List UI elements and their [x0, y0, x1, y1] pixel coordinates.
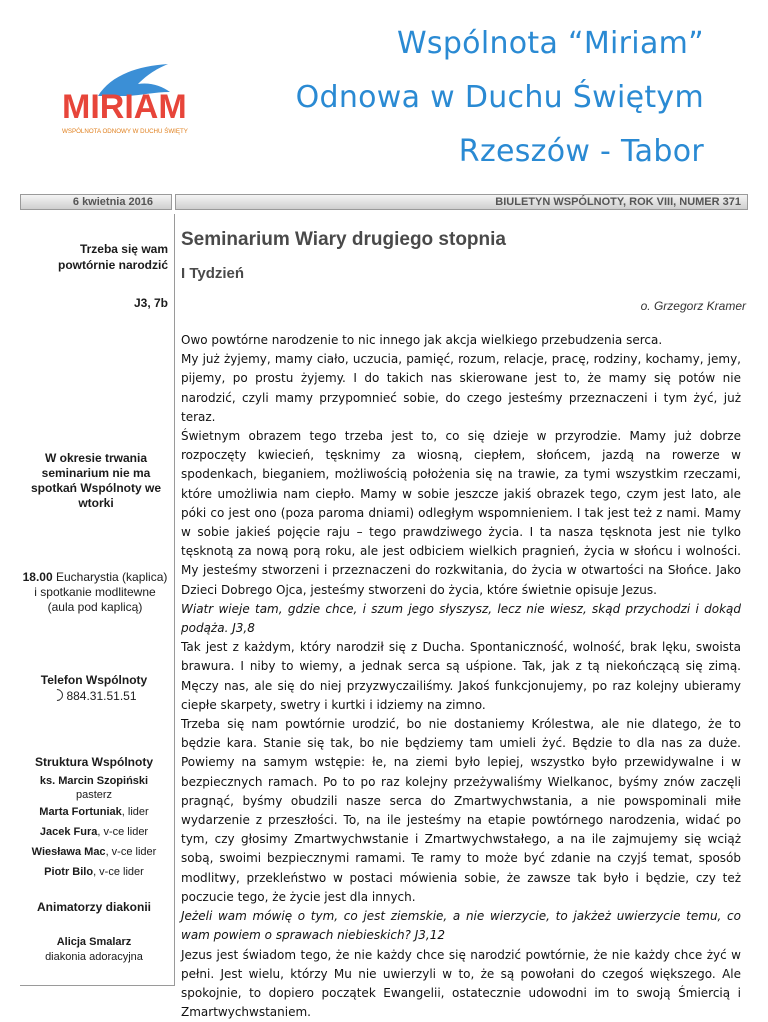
sidebar-quote-ref: J3, 7b: [20, 296, 168, 311]
bulletin-info: BIULETYN WSPÓLNOTY, ROK VIII, NUMER 371: [495, 196, 741, 208]
sidebar-schedule: [20, 570, 170, 615]
pastor-name: ks. Marcin Szopiński: [20, 774, 168, 789]
phone-line: [20, 689, 168, 704]
phone-number: 884.31.51.51: [66, 689, 136, 703]
article-paragraph: Trzeba się nam powtórnie urodzić, bo nie dostaniemy Królestwa, ale nie dlatego, że to będzie kara. Stanie się tak, bo nie będziemy tam umieli żyć. Będzie to dla nas za duże. Powiemy na samym wstępie: łe, na ziemi było lepiej, wszystko było przewidywalne i w bezpiecznych ramach. Po to po raz kolejny przeżywaliśmy Wielkanoc, byśmy znów zaczęli pragnąć, byśmy obudzili nasze serca do Zmartwychwstania, a nie powspominali miłe wydarzenie z przeszłości. To, na ile jesteśmy na etapie powtórnego narodzenia, widać po tym, czy głosimy Zmartwychwstanie i Zmartwychwstałego, a na ile zajmujemy się wciąż sobą, swoimi bezpiecznymi ramami. Te ramy to może być zdanie na czyjś temat, sposób modlitwy, przekleństwo w postaci mówienia sobie, że zawsze tak było i będzie, czy też poczucie tego, że życie jest dla innych.: [181, 715, 741, 907]
article-paragraph: Świetnym obrazem tego trzeba jest to, co się dzieje w przyrodzie. Mamy już dobrze rozpoczęty kwiecień, tęsknimy za wiosną, ciepłem, słońcem, jazdą na rowerze w spodenkach, bieganiem, możliwością położenia się na trawie, za tymi wszystkim rzeczami, które umożliwia nam ciepło. Mamy w sobie jeszcze jakiś obrazek tego, czym jest lato, ale póki co jest ono (poza paroma dniami) odległym wspomnieniem. I tak jest też z nami. Mamy w sobie jakieś pojęcie raju – tego prawdziwego życia. I ta nasza tęsknota jest nie tylko tęsknotą za nową porą roku, ale jest odbiciem wielkich pragnień, życia w słońcu i wolności. My jesteśmy stworzeni i przeznaczeni do rozkwitania, do życia w otwartości na Słońce. Jako Dzieci Dobrego Ojca, jesteśmy stworzeni do życia, które świetnie opisuje Jezus.: [181, 427, 741, 600]
bulletin-box: [175, 194, 748, 210]
scripture-quote: Jeżeli wam mówię o tym, co jest ziemskie, a nie wierzycie, to jakżeż uwierzycie temu, co wam powiem o sprawach niebieskich? J3,12: [181, 907, 741, 945]
sidebar-divider: [174, 214, 175, 986]
article-subtitle: I Tydzień: [181, 265, 244, 282]
phone-heading: Telefon Wspólnoty: [20, 673, 168, 688]
header-title-line3: Rzeszów - Tabor: [459, 134, 704, 169]
svg-text:MIRIAM: MIRIAM: [62, 88, 187, 126]
header-title-line1: Wspólnota “Miriam”: [397, 26, 704, 61]
bottom-divider: [20, 985, 175, 986]
schedule-time: 18.00: [23, 570, 53, 584]
svg-text:WSPÓLNOTA ODNOWY W DUCHU ŚWIĘT: WSPÓLNOTA ODNOWY W DUCHU ŚWIĘTYM: [62, 127, 188, 135]
miriam-logo: [58, 56, 188, 138]
issue-date: 6 kwietnia 2016: [73, 196, 153, 208]
schedule-text: Eucharystia (kaplica) i spotkanie modlitewne (aula pod kaplicą): [34, 570, 167, 614]
phone-icon: [49, 687, 66, 704]
article-paragraph: Jezus jest świadom tego, że nie każdy chce się narodzić powtórnie, że nie każdy chce żyć w pełni. Jest wielu, którzy Mu nie uwierzyli w to, że są powołani do czegoś większego. Ale spokojnie, to dopiero początek Ewangelii, ostatecznie udowodni im to swoją Śmiercią i Zmartwychwstaniem.: [181, 946, 741, 1022]
sidebar-notice: W okresie trwania seminarium nie ma spotkań Wspólnoty we wtorki: [28, 451, 164, 511]
member-item: Marta Fortuniak, lider: [20, 805, 168, 820]
member-item: Wiesława Mac, v-ce lider: [20, 845, 168, 860]
animator-role: diakonia adoracyjna: [20, 950, 168, 965]
pastor-role: pasterz: [20, 788, 168, 803]
article-paragraph: Owo powtórne narodzenie to nic innego jak akcja wielkiego przebudzenia serca.: [181, 331, 741, 350]
article-paragraph: My już żyjemy, mamy ciało, uczucia, pamięć, rozum, relacje, pracę, rodziny, kochamy, jemy, pijemy, po prostu żyjemy. I do takich nas skierowane jest to, że mamy się potów nie narodzić, czyli mamy przypomnieć sobie, do czego jesteśmy przeznaczeni i tym żyć, już teraz.: [181, 350, 741, 427]
article-paragraph: Tak jest z każdym, który narodził się z Ducha. Spontaniczność, wolność, brak lęku, swoista brawura. I niby to wiemy, a jednak serca są uśpione. Tak, jak z tą niekończącą się zimą. Męczy nas, ale się do niej przyzwyczailiśmy. Jakoś funkcjonujemy, po raz kolejny ubieramy ciepłe skarpety, swetry i kurtki i idziemy na zimno.: [181, 638, 741, 715]
scripture-quote: Wiatr wieje tam, gdzie chce, i szum jego słyszysz, lecz nie wiesz, skąd przychodzi i dokąd podąża. J3,8: [181, 600, 741, 638]
article-body: [181, 331, 741, 1022]
article-title: Seminarium Wiary drugiego stopnia: [181, 229, 506, 251]
header-title-line2: Odnowa w Duchu Świętym: [296, 80, 704, 115]
animators-heading: Animatorzy diakonii: [20, 900, 168, 915]
date-box: [20, 194, 172, 210]
member-item: Piotr Bilo, v-ce lider: [20, 865, 168, 880]
article-author: o. Grzegorz Kramer: [641, 299, 746, 313]
topbar: [20, 194, 748, 210]
sidebar-quote: Trzeba się wam powtórnie narodzić: [40, 241, 168, 273]
structure-heading: Struktura Wspólnoty: [20, 755, 168, 770]
member-item: Jacek Fura, v-ce lider: [20, 825, 168, 840]
animator-name: Alicja Smalarz: [20, 935, 168, 950]
